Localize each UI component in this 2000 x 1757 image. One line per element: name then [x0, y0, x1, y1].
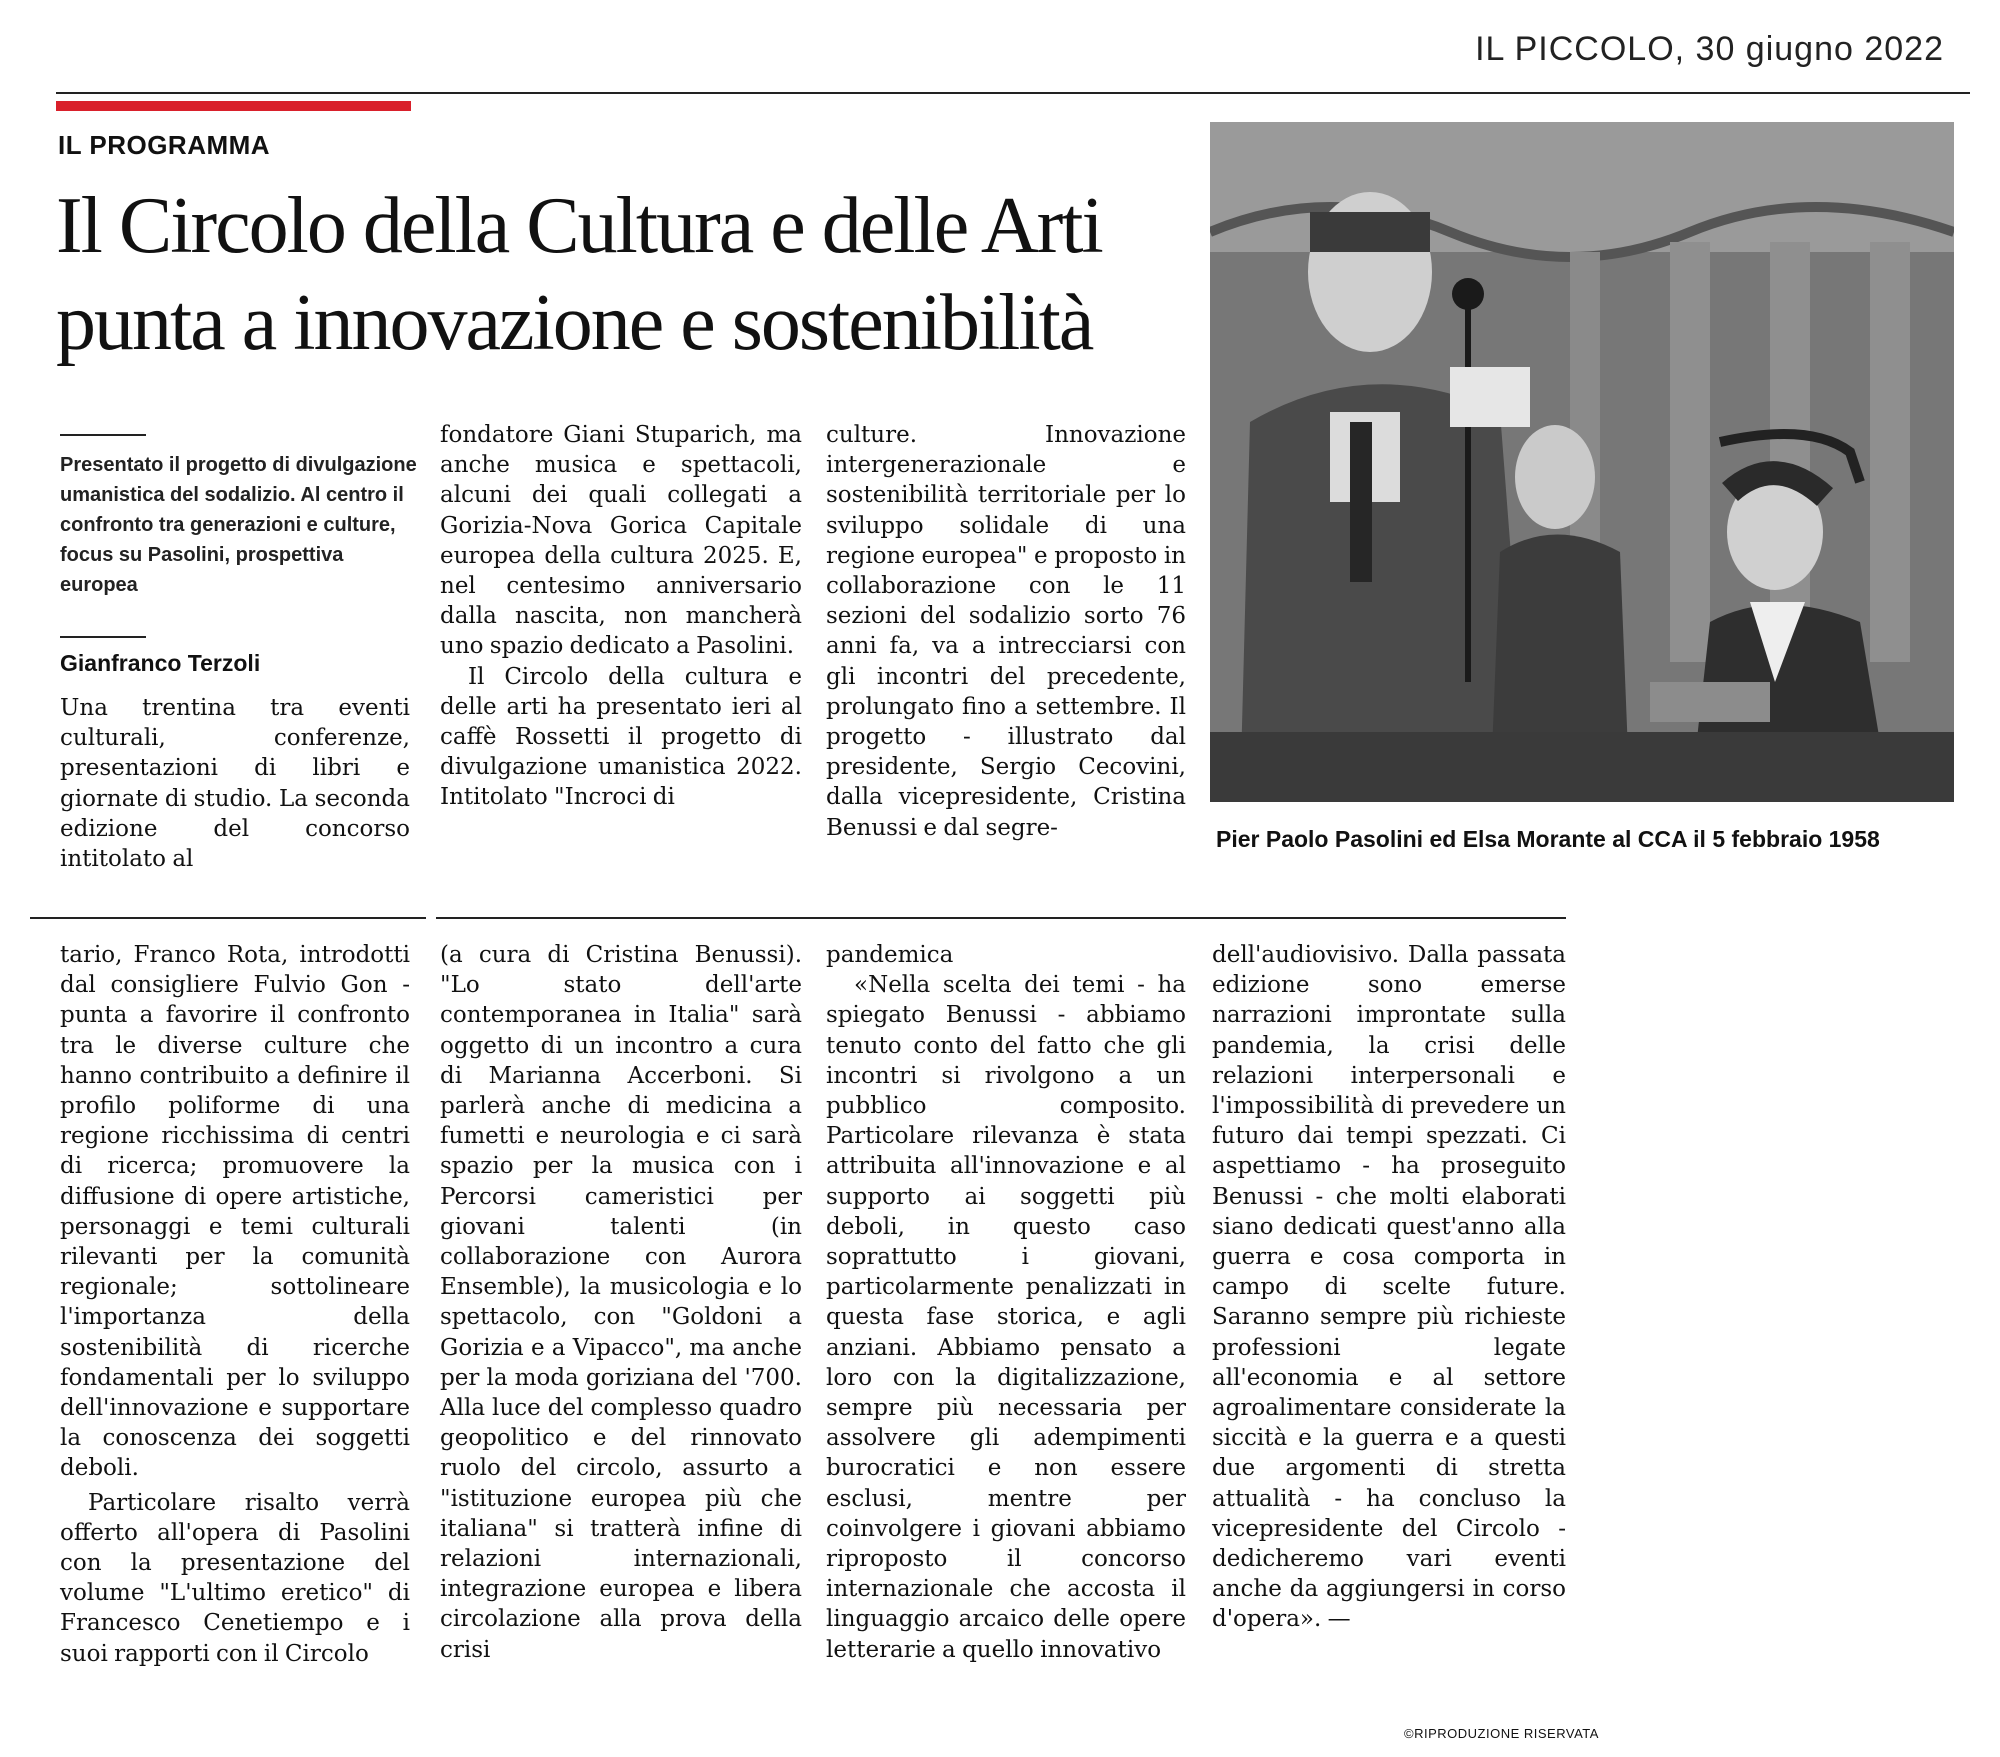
article-column-2: [440, 420, 802, 813]
paragraph: «Nella scelta dei temi - ha spiegato Benussi - abbiamo tenuto conto del fatto che gli incontri si rivolgono a un pubblico composito. Particolare rilevanza è stata attribuita all'innovazione e al supporto ai soggetti più deboli, in questo caso soprattutto i giovani, particolarmente penalizzati in questa fase storica, e agli anziani. Abbiamo pensato a loro con la digitalizzazione, sempre più necessaria per assolvere gli adempimenti burocratici e non essere esclusi, mentre per coinvolgere i giovani abbiamo riproposto il concorso internazionale che accosta il linguaggio arcaico delle opere letterarie a quello innovativo: [826, 972, 1186, 1663]
article-summary: Presentato il progetto di divulgazione umanistica del sodalizio. Al centro il confronto tra generazioni e culture, focus su Pasolini, prospettiva europea: [60, 454, 417, 596]
article-column-4: [60, 940, 410, 1669]
paragraph: fondatore Giani Stuparich, ma anche musica e spettacoli, alcuni dei quali collegati a Gorizia-Nova Gorica Capitale europea della cultura 2025. E, nel centesimo anniversario dalla nascita, non mancherà uno spazio dedicato a Pasolini.: [440, 422, 802, 660]
article-column-1: [60, 693, 410, 874]
paragraph: dell'audiovisivo. Dalla passata edizione sono emerse narrazioni improntate sulla pandemia, la crisi delle relazioni interpersonali e l'impossibilità di prevedere un futuro dai tempi spezzati. Ci aspettiamo - ha proseguito Benussi - che molti elaborati siano dedicati quest'anno alla guerra e cosa comporta in campo di scelte future. Saranno sempre più richieste professioni legate all'economia e al settore agroalimentare considerate la siccità e la guerra e a questi due argomenti di stretta attualità - ha concluso la vicepresidente del Circolo - dedicheremo vari eventi anche da aggiungersi in corso d'opera». —: [1212, 942, 1566, 1633]
section-label: IL PROGRAMMA: [58, 130, 271, 160]
photo-illustration: [1210, 122, 1954, 802]
headline-line-2: punta a innovazione e sostenibilità: [56, 279, 1093, 367]
section-divider: [436, 917, 1566, 919]
paragraph: Una trentina tra eventi culturali, conferenze, presentazioni di libri e giornate di studio. La seconda edizione del concorso intitolato al: [60, 695, 410, 873]
paragraph: tario, Franco Rota, introdotti dal consigliere Fulvio Gon - punta a favorire il confronto tra le diverse culture che hanno contribuito a definire il profilo poliforme di una regione ricchissima di centri di ricerca; promuovere la diffusione di opere artistiche, personaggi e temi culturali rilevanti per la comunità regionale; sottolineare l'importanza della sostenibilità di ricerche fondamentali per lo sviluppo dell'innovazione e supportare la conoscenza dei soggetti deboli.: [60, 942, 410, 1482]
headline-line-1: Il Circolo della Cultura e delle Arti: [56, 182, 1102, 270]
paragraph: Particolare risalto verrà offerto all'opera di Pasolini con la presentazione del volume "L'ultimo eretico" di Francesco Cenetiempo e i suoi rapporti con il Circolo: [60, 1489, 410, 1667]
paragraph: (a cura di Cristina Benussi). "Lo stato dell'arte contemporanea in Italia" sarà oggetto di un incontro a cura di Marianna Accerboni. Si parlerà anche di medicina a fumetti e neurologia e ci sarà spazio per la musica con i Percorsi cameristici per giovani talenti (in collaborazione con Aurora Ensemble), la musicologia e lo spettacolo, con "Goldoni a Gorizia e a Vipacco", ma anche per la moda goriziana del '700. Alla luce del complesso quadro geopolitico e del rinnovato ruolo del circolo, assurto a "istituzione europea più che italiana" si tratterà infine di relazioni internazionali, integrazione europea e libera circolazione alla prova della crisi: [440, 942, 802, 1663]
copyright-notice: ©RIPRODUZIONE RISERVATA: [1404, 1726, 1599, 1741]
section-divider: [30, 917, 426, 919]
paragraph: culture. Innovazione intergenerazionale e sostenibilità territoriale per lo sviluppo solidale di una regione europea" e proposto in collaborazione con le 11 sezioni del sodalizio sorto 76 anni fa, va a intrecciarsi con gli incontri del precedente, prolungato fino a settembre. Il progetto - illustrato dal presidente, Sergio Cecovini, dalla vicepresidente, Cristina Benussi e dal segre-: [826, 422, 1186, 841]
summary-rule: [60, 434, 146, 436]
paragraph: pandemica: [826, 942, 954, 968]
article-column-5: [440, 940, 802, 1665]
masthead: IL PICCOLO, 30 giugno 2022: [1475, 30, 1944, 68]
section-accent-bar: [56, 101, 411, 111]
article-column-6: [826, 940, 1186, 1665]
headline: [56, 178, 1206, 372]
article-column-7: [1212, 940, 1566, 1635]
byline: Gianfranco Terzoli: [60, 650, 261, 676]
paragraph: Il Circolo della cultura e delle arti ha presentato ieri al caffè Rossetti il progetto di divulgazione umanistica 2022. Intitolato "Incroci di: [440, 663, 802, 811]
article-column-3: [826, 420, 1186, 843]
photo-caption: Pier Paolo Pasolini ed Elsa Morante al CCA il 5 febbraio 1958: [1216, 826, 1880, 852]
top-rule: [56, 92, 1970, 94]
byline-rule: [60, 636, 146, 638]
archival-photo: [1210, 122, 1954, 802]
